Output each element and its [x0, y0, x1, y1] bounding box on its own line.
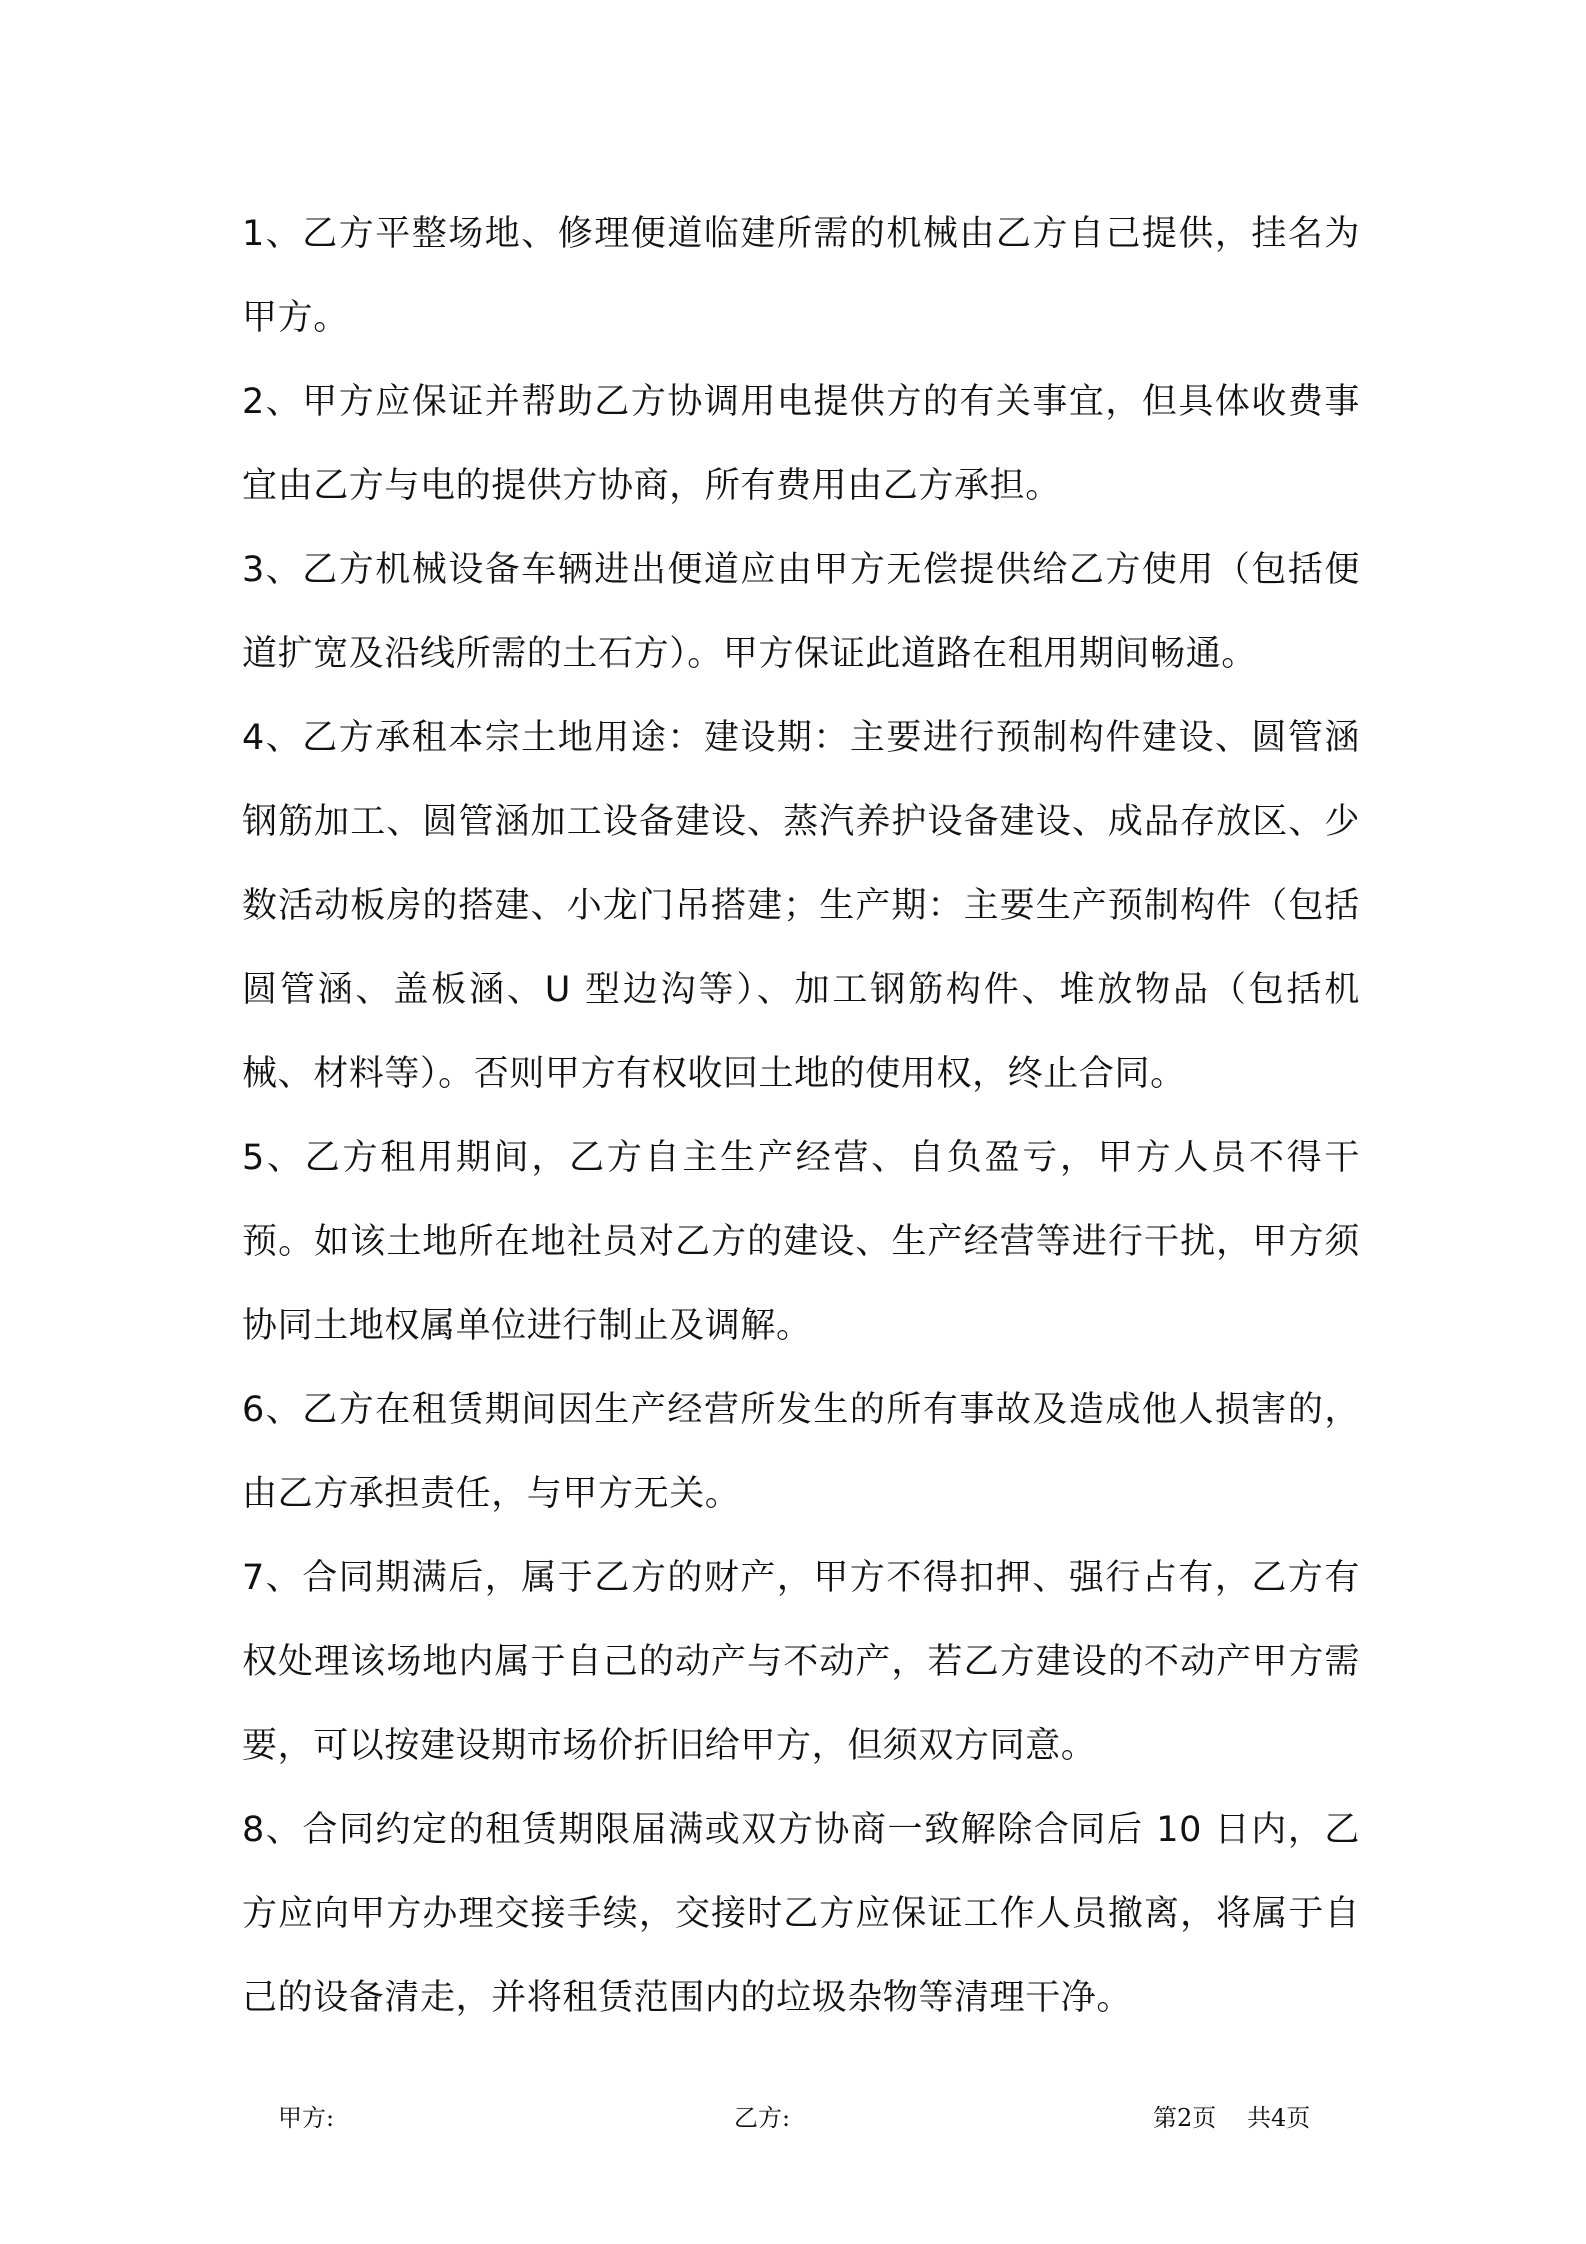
clause-3: 3、乙方机械设备车辆进出便道应由甲方无偿提供给乙方使用（包括便道扩宽及沿线所需的土石方）。甲方保证此道路在租用期间畅通。 — [242, 550, 1360, 674]
clause-1: 1、乙方平整场地、修理便道临建所需的机械由乙方自己提供，挂名为甲方。 — [242, 214, 1360, 338]
clause-4: 4、乙方承租本宗土地用途：建设期：主要进行预制构件建设、圆管涵钢筋加工、圆管涵加工设备建设、蒸汽养护设备建设、成品存放区、少数活动板房的搭建、小龙门吊搭建；生产期：主要生产预制构件（包括圆管涵、盖板涵、U 型边沟等）、加工钢筋构件、堆放物品（包括机械、材料等）。否则甲方有权收回土地的使用权，终止合同。 — [242, 718, 1360, 1094]
clause-2: 2、甲方应保证并帮助乙方协调用电提供方的有关事宜，但具体收费事宜由乙方与电的提供方协商，所有费用由乙方承担。 — [242, 382, 1360, 506]
clause-6: 6、乙方在租赁期间因生产经营所发生的所有事故及造成他人损害的，由乙方承担责任，与甲方无关。 — [242, 1390, 1360, 1514]
contract-body — [242, 192, 1360, 2040]
footer-page-number: 第2页 — [1153, 2104, 1217, 2132]
clause-8: 8、合同约定的租赁期限届满或双方协商一致解除合同后 10 日内，乙方应向甲方办理交接手续，交接时乙方应保证工作人员撤离，将属于自己的设备清走，并将租赁范围内的垃圾杂物等清理干净。 — [242, 1810, 1360, 2018]
clause-7: 7、合同期满后，属于乙方的财产，甲方不得扣押、强行占有，乙方有权处理该场地内属于自己的动产与不动产，若乙方建设的不动产甲方需要，可以按建设期市场价折旧给甲方，但须双方同意。 — [242, 1558, 1360, 1766]
footer-total-pages: 共4页 — [1247, 2104, 1311, 2132]
clause-5: 5、乙方租用期间，乙方自主生产经营、自负盈亏，甲方人员不得干预。如该土地所在地社员对乙方的建设、生产经营等进行干扰，甲方须协同土地权属单位进行制止及调解。 — [242, 1138, 1360, 1346]
page-footer — [0, 2098, 1586, 2138]
footer-party-a-label: 甲方: — [278, 2104, 335, 2132]
footer-party-b-label: 乙方: — [734, 2104, 791, 2132]
